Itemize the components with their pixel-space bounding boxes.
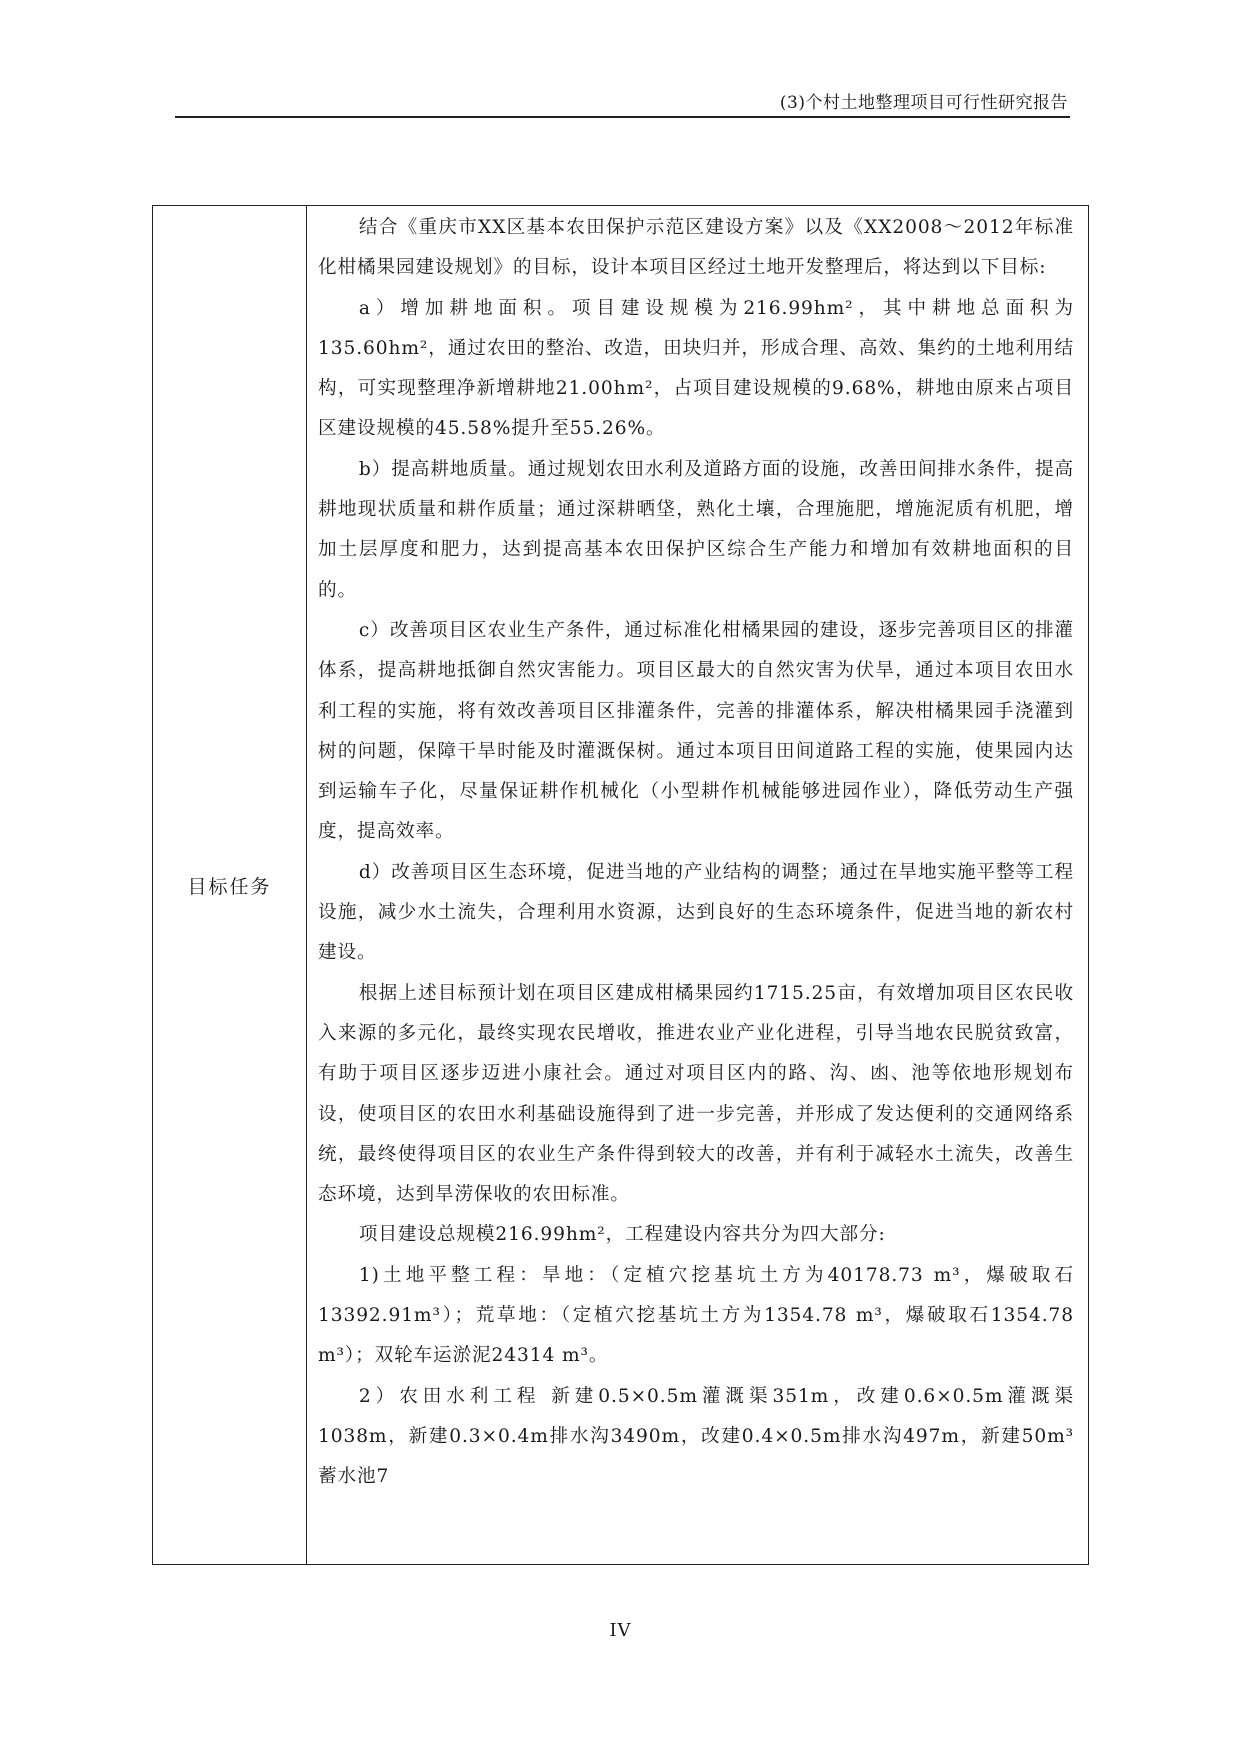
row-label-cell <box>153 206 306 1564</box>
intro-paragraph: 结合《重庆市XX区基本农田保护示范区建设方案》以及《XX2008～2012年标准化柑橘果园建设规划》的目标，设计本项目区经过土地开发整理后，将达到以下目标: <box>318 217 1074 279</box>
content-cell <box>318 208 1074 1498</box>
column-divider <box>306 206 307 1564</box>
irrigation-paragraph: 2）农田水利工程 新建0.5×0.5m灌溉渠351m，改建0.6×0.5m灌溉渠1038m，新建0.3×0.4m排水沟3490m，改建0.4×0.5m排水沟497m，新建50m³蓄水池7 <box>318 1385 1074 1488</box>
land-leveling-paragraph: 1)土地平整工程：旱地：（定植穴挖基坑土方为40178.73 m³，爆破取石13392.91m³）；荒草地：（定植穴挖基坑土方为1354.78 m³，爆破取石1354.78 m³）；双轮车运淤泥24314 m³。 <box>318 1264 1074 1367</box>
objectives-table <box>152 205 1089 1565</box>
page-header <box>175 86 1070 118</box>
goal-d-paragraph: d）改善项目区生态环境，促进当地的产业结构的调整；通过在旱地实施平整等工程设施，减少水土流失，合理利用水资源，达到良好的生态环境条件，促进当地的新农村建设。 <box>318 861 1074 964</box>
row-label: 目标任务 <box>187 875 272 898</box>
scale-paragraph: 项目建设总规模216.99hm²，工程建设内容共分为四大部分: <box>358 1224 886 1246</box>
plan-paragraph: 根据上述目标预计划在项目区建成柑橘果园约1715.25亩，有效增加项目区农民收入来源的多元化，最终实现农民增收，推进农业产业化进程，引导当地农民脱贫致富，有助于项目区逐步迈进小康社会。通过对项目区内的路、沟、凼、池等依地形规划布设，使项目区的农田水利基础设施得到了进一步完善，并形成了发达便利的交通网络系统，最终使得项目区的农业生产条件得到较大的改善，并有利于减轻水土流失，改善生态环境，达到旱涝保收的农田标准。 <box>318 982 1074 1206</box>
header-title: (3)个村土地整理项目可行性研究报告 <box>779 93 1068 113</box>
goal-b-paragraph: b）提高耕地质量。通过规划农田水利及道路方面的设施，改善田间排水条件，提高耕地现状质量和耕作质量；通过深耕晒垡，熟化土壤，合理施肥，增施泥质有机肥，增加土层厚度和肥力，达到提高基本农田保护区综合生产能力和增加有效耕地面积的目的。 <box>318 458 1074 601</box>
goal-a-paragraph: a）增加耕地面积。项目建设规模为216.99hm²，其中耕地总面积为135.60hm²，通过农田的整治、改造，田块归并，形成合理、高效、集约的土地利用结构，可实现整理净新增耕地21.00hm²，占项目建设规模的9.68%，耕地由原来占项目区建设规模的45.58%提升至55.26%。 <box>318 297 1074 440</box>
goal-c-paragraph: c）改善项目区农业生产条件，通过标准化柑橘果园的建设，逐步完善项目区的排灌体系，提高耕地抵御自然灾害能力。项目区最大的自然灾害为伏旱，通过本项目农田水利工程的实施，将有效改善项目区排灌条件，完善的排灌体系，解决柑橘果园手浇灌到树的问题，保障干旱时能及时灌溉保树。通过本项目田间道路工程的实施，使果园内达到运输车子化，尽量保证耕作机械化（小型耕作机械能够进园作业），降低劳动生产强度，提高效率。 <box>318 619 1074 843</box>
page-number: IV <box>609 1620 632 1641</box>
